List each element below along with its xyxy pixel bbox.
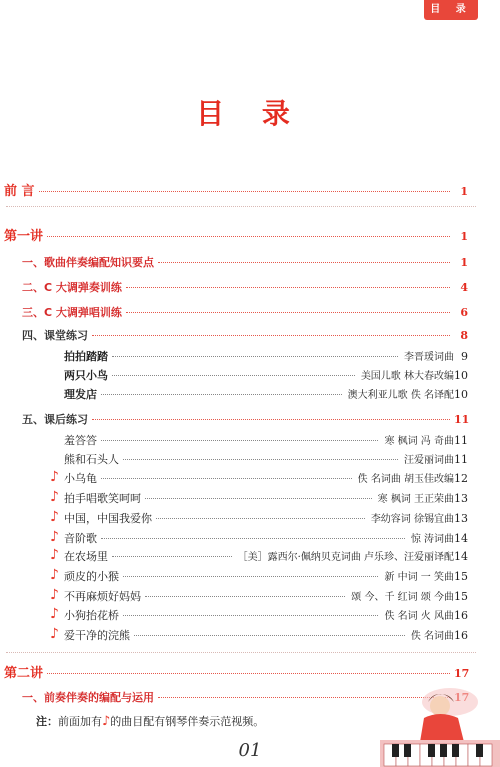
song-credit: 李晋瑗词曲 <box>404 352 454 363</box>
song-credit: 佚 名词 火 风曲 <box>384 611 454 622</box>
leader-dots <box>126 287 450 288</box>
toc-label: 二、C 大调弹奏训练 <box>22 281 122 294</box>
song-credit: 颂 今、千 红词 颂 今曲 <box>351 592 454 603</box>
leader-dots <box>39 191 450 192</box>
song-credit: 美国儿歌 林大春改编 <box>360 371 454 382</box>
toc-page: 10 <box>454 388 468 401</box>
toc-song[interactable] <box>64 607 468 623</box>
song-credit: 寒 枫词 冯 奇曲 <box>384 436 454 447</box>
toc-label: 爱干净的浣熊 <box>64 629 130 642</box>
song-credit: 澳大利亚儿歌 佚 名译配 <box>347 390 454 401</box>
toc-label: 第二讲 <box>4 666 44 681</box>
toc-label: 小乌龟 <box>64 472 97 485</box>
toc-label: 熊和石头人 <box>64 453 119 466</box>
toc-label: 不再麻烦好妈妈 <box>64 590 141 603</box>
toc-page: 1 <box>460 230 468 243</box>
leader-dots <box>158 262 450 263</box>
toc-song[interactable] <box>64 470 468 486</box>
toc-song[interactable] <box>64 432 468 448</box>
footnote-text-after: 的曲目配有钢琴伴奏示范视频。 <box>110 715 265 728</box>
section-tag-label: 目 录 <box>430 4 472 15</box>
toc-label: 小狗抬花桥 <box>64 609 119 622</box>
leader-dots <box>101 538 405 539</box>
toc-page: 1 <box>460 185 468 198</box>
leader-dots <box>156 518 365 519</box>
leader-dots <box>112 375 355 376</box>
toc-page: 11 <box>454 413 470 426</box>
toc-song[interactable] <box>64 568 468 584</box>
song-credit: 新 中词 一 笑曲 <box>384 572 454 583</box>
leader-dots <box>92 335 450 336</box>
toc-song[interactable] <box>64 490 468 506</box>
music-note-icon: ♪ <box>50 469 59 485</box>
toc-page: 11 <box>454 453 468 466</box>
toc-entry[interactable] <box>22 411 468 427</box>
toc-song[interactable] <box>64 348 468 364</box>
toc-label: 一、前奏伴奏的编配与运用 <box>22 691 154 704</box>
toc-entry-preface[interactable] <box>4 180 468 199</box>
leader-dots <box>145 498 372 499</box>
leader-dots <box>123 615 378 616</box>
song-credit: 惊 涛词曲 <box>410 534 454 545</box>
toc-entry[interactable] <box>22 279 468 295</box>
toc-song[interactable] <box>64 510 468 526</box>
leader-dots <box>145 596 345 597</box>
song-credit: 佚 名词曲 胡玉佳改编 <box>357 474 454 485</box>
section-tag <box>424 0 478 20</box>
song-credit: 汪爱丽词曲 <box>404 455 454 466</box>
toc-song[interactable] <box>64 588 468 604</box>
music-note-icon: ♪ <box>50 567 59 583</box>
song-credit: ［美］露西尔·佩纳贝克词曲 卢乐珍、汪爱丽译配 <box>237 552 454 563</box>
toc-label: 在农场里 <box>64 550 108 563</box>
toc-entry[interactable] <box>22 327 468 343</box>
toc-page: 8 <box>460 329 468 342</box>
toc-label: 拍手唱歌笑呵呵 <box>64 492 141 505</box>
footnote-text-before: 前面加有 <box>58 715 102 728</box>
toc-label: 三、C 大调弹唱训练 <box>22 306 122 319</box>
toc-song[interactable] <box>64 451 468 467</box>
leader-dots <box>92 419 450 420</box>
music-note-icon: ♪ <box>50 547 59 563</box>
music-note-icon: ♪ <box>102 714 111 729</box>
song-credit: 寒 枫词 王正荣曲 <box>377 494 454 505</box>
toc-label: 顽皮的小猴 <box>64 570 119 583</box>
toc-label: 一、歌曲伴奏编配知识要点 <box>22 256 154 269</box>
toc-entry[interactable] <box>22 304 468 320</box>
page-title: 目 录 <box>196 97 304 130</box>
toc-page: 14 <box>454 532 468 545</box>
toc-label: 两只小鸟 <box>64 369 108 382</box>
music-note-icon: ♪ <box>50 489 59 505</box>
toc-label: 前 言 <box>4 184 35 199</box>
song-credit: 佚 名词曲 <box>410 631 454 642</box>
toc-label: 音阶歌 <box>64 532 97 545</box>
toc-page: 16 <box>454 629 468 642</box>
toc-page: 17 <box>454 667 470 680</box>
toc-song[interactable] <box>64 548 468 564</box>
leader-dots <box>101 478 352 479</box>
leader-dots <box>112 356 398 357</box>
toc-label: 中国，中国我爱你 <box>64 512 152 525</box>
piano-girl-illustration <box>380 672 500 767</box>
leader-dots <box>101 394 342 395</box>
song-credit: 李幼容词 徐锡宜曲 <box>370 514 454 525</box>
toc-song[interactable] <box>64 367 468 383</box>
music-note-icon: ♪ <box>50 529 59 545</box>
toc-page: 12 <box>454 472 468 485</box>
leader-dots <box>47 236 450 237</box>
toc-page: 6 <box>460 306 468 319</box>
leader-dots <box>126 312 450 313</box>
leader-dots <box>134 635 405 636</box>
toc-page: 11 <box>454 434 468 447</box>
toc-entry[interactable] <box>22 254 468 270</box>
toc-label: 第一讲 <box>4 229 44 244</box>
toc-song[interactable] <box>64 530 468 546</box>
music-note-icon: ♪ <box>50 509 59 525</box>
toc-page: 13 <box>454 512 468 525</box>
toc-page: 10 <box>454 369 468 382</box>
leader-dots <box>112 556 232 557</box>
toc-page: 4 <box>460 281 468 294</box>
toc-page: 16 <box>454 609 468 622</box>
toc-label: 五、课后练习 <box>22 413 88 426</box>
divider <box>6 652 476 653</box>
toc-page: 9 <box>461 350 468 363</box>
divider <box>6 206 476 207</box>
footnote <box>36 713 264 729</box>
toc-label: 羞答答 <box>64 434 97 447</box>
leader-dots <box>101 440 378 441</box>
toc-page: 14 <box>454 550 468 563</box>
toc-page: 1 <box>460 256 468 269</box>
footnote-prefix: 注： <box>36 715 58 728</box>
music-note-icon: ♪ <box>50 626 59 642</box>
page-number: 01 <box>238 740 262 761</box>
toc-song[interactable] <box>64 627 468 643</box>
toc-label: 四、课堂练习 <box>22 329 88 342</box>
toc-page: 13 <box>454 492 468 505</box>
toc-label: 拍拍踏踏 <box>64 350 108 363</box>
toc-page: 15 <box>454 590 468 603</box>
toc-page: 15 <box>454 570 468 583</box>
toc-song[interactable] <box>64 386 468 402</box>
leader-dots <box>123 459 398 460</box>
toc-entry-lecture-1[interactable] <box>4 225 468 244</box>
music-note-icon: ♪ <box>50 587 59 603</box>
music-note-icon: ♪ <box>50 606 59 622</box>
toc-label: 理发店 <box>64 388 97 401</box>
leader-dots <box>123 576 378 577</box>
